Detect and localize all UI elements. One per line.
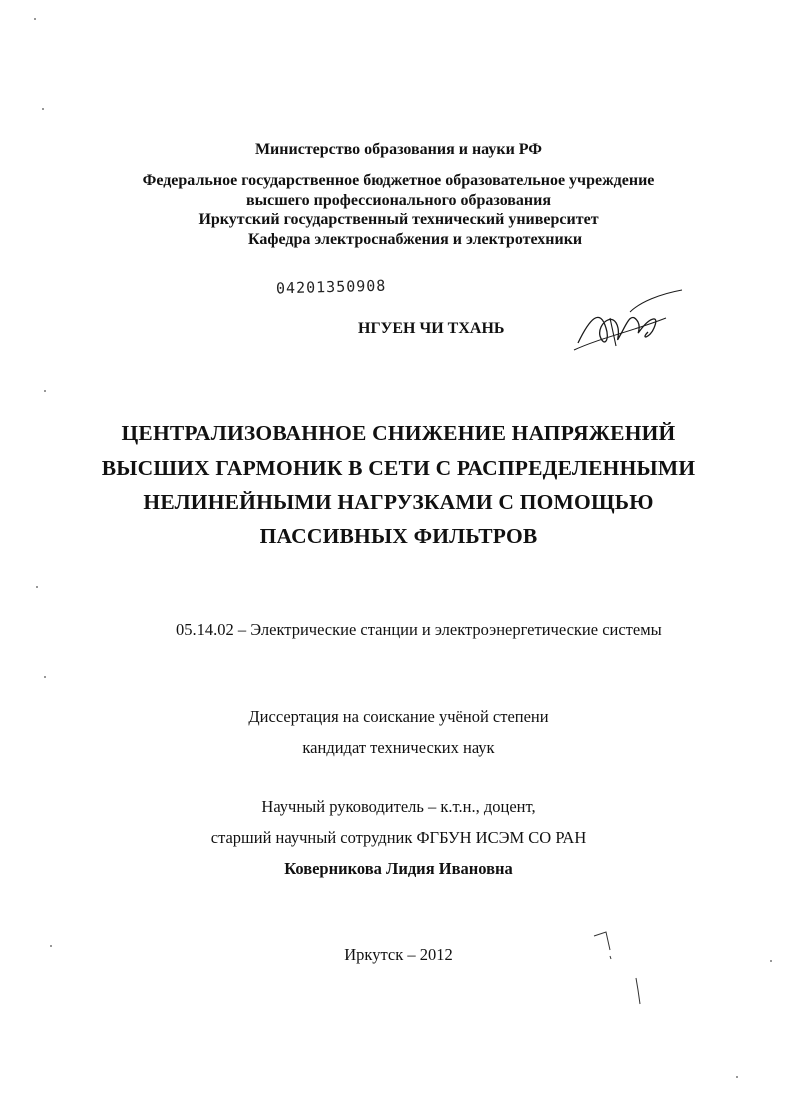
institution-line-2: высшего профессионального образования xyxy=(245,192,552,209)
institution-line-1: Федеральное государственное бюджетное образовательное учреждение xyxy=(142,172,655,189)
university-line: Иркутский государственный технический университет xyxy=(198,211,599,228)
registration-stamp: 04201350908 xyxy=(275,276,387,298)
title-line-4: ПАССИВНЫХ ФИЛЬТРОВ xyxy=(259,524,538,548)
city-year: Иркутск – 2012 xyxy=(344,945,453,964)
degree-line-1: Диссертация на соискание учёной степени xyxy=(248,707,549,726)
scan-speck xyxy=(42,108,44,110)
scan-mark xyxy=(592,928,652,1008)
signature xyxy=(570,288,690,360)
scan-speck xyxy=(736,1076,738,1078)
department-line: Кафедра электроснабжения и электротехники xyxy=(248,231,583,248)
supervisor-line-2: старший научный сотрудник ФГБУН ИСЭМ СО РАН xyxy=(210,828,587,847)
ministry-line: Министерство образования и науки РФ xyxy=(254,141,543,158)
title-line-2: ВЫСШИХ ГАРМОНИК В СЕТИ С РАСПРЕДЕЛЕННЫМИ xyxy=(101,456,696,480)
scan-speck xyxy=(770,960,772,962)
supervisor-line-1: Научный руководитель – к.т.н., доцент, xyxy=(261,797,536,816)
specialty-line: 05.14.02 – Электрические станции и электроэнергетические системы xyxy=(176,620,662,639)
scan-speck xyxy=(44,390,46,392)
scan-speck xyxy=(36,586,38,588)
degree-line-2: кандидат технических наук xyxy=(302,738,495,757)
scan-speck xyxy=(34,18,36,20)
title-line-1: ЦЕНТРАЛИЗОВАННОЕ СНИЖЕНИЕ НАПРЯЖЕНИЙ xyxy=(121,421,676,445)
author-name: НГУЕН ЧИ ТХАНЬ xyxy=(358,320,505,337)
supervisor-name: Коверникова Лидия Ивановна xyxy=(284,859,513,878)
scan-speck xyxy=(50,945,52,947)
title-line-3: НЕЛИНЕЙНЫМИ НАГРУЗКАМИ С ПОМОЩЬЮ xyxy=(143,490,654,514)
scan-speck xyxy=(44,676,46,678)
